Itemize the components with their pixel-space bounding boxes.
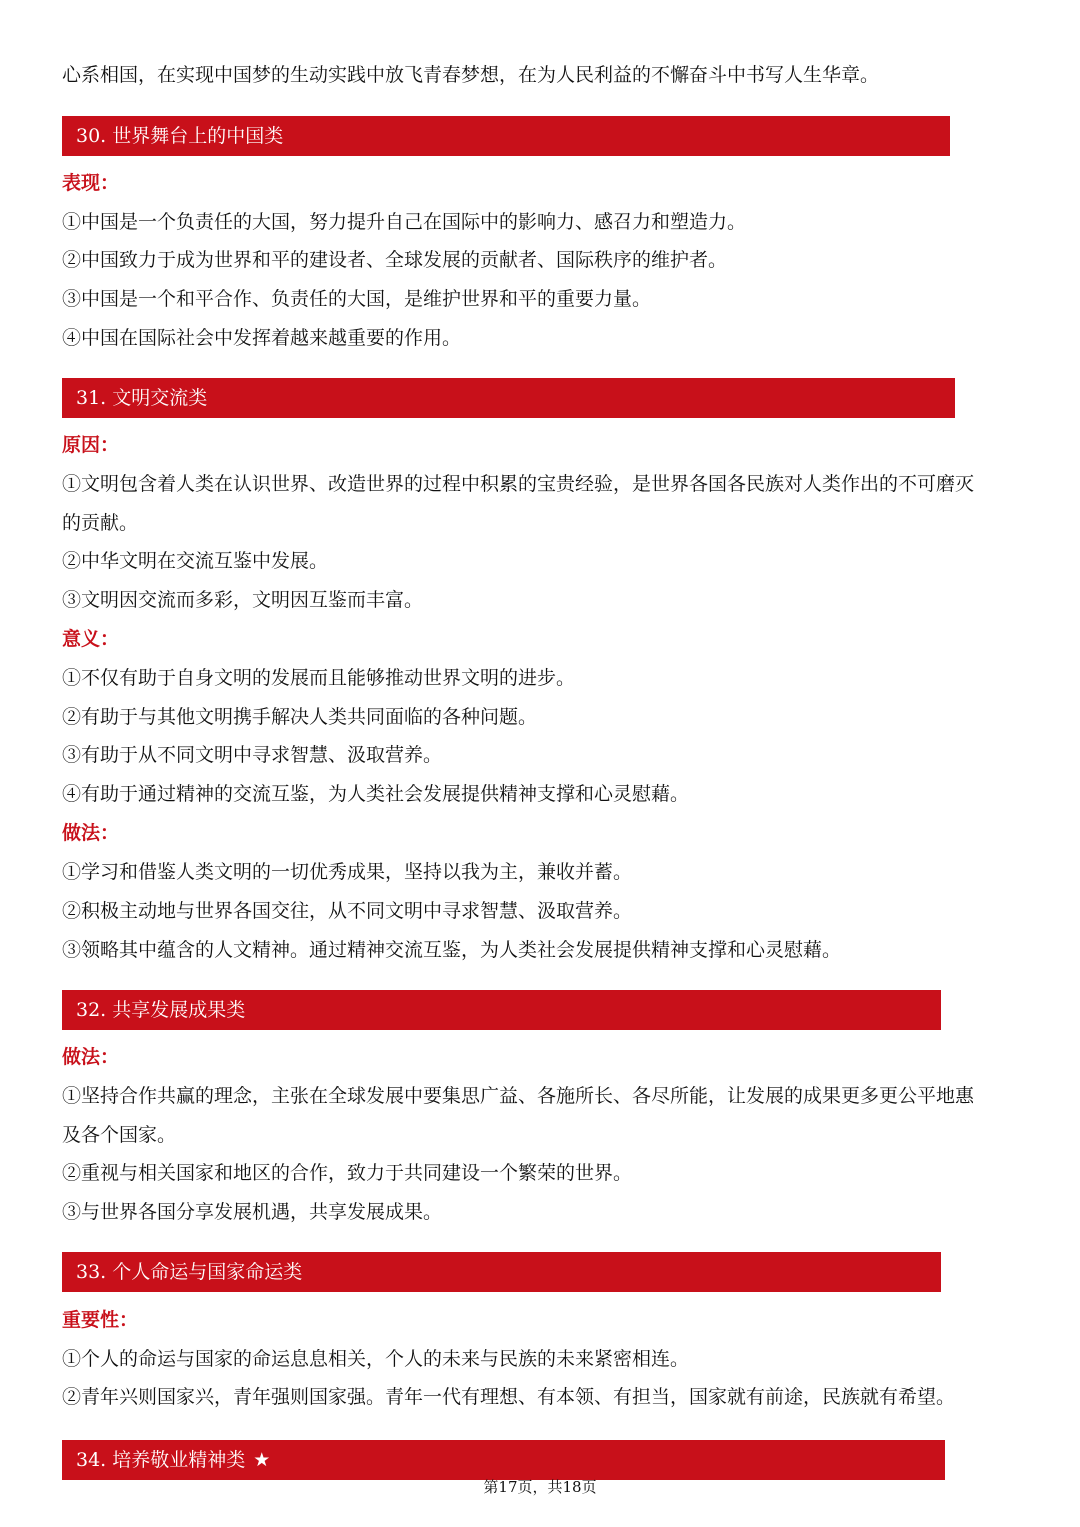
list-item: ③领略其中蕴含的人文精神。通过精神交流互鉴，为人类社会发展提供精神支撑和心灵慰藉。: [62, 939, 842, 961]
intro-text: 心系相国，在实现中国梦的生动实践中放飞青春梦想，在为人民利益的不懈奋斗中书写人生华章。: [62, 64, 880, 86]
list-item: ①不仅有助于自身文明的发展而且能够推动世界文明的进步。: [62, 667, 576, 689]
list-item: 及各个国家。: [62, 1124, 177, 1146]
section-banner-30: [62, 116, 950, 156]
list-item: ②重视与相关国家和地区的合作，致力于共同建设一个繁荣的世界。: [62, 1162, 633, 1184]
block-label: 重要性：: [62, 1309, 139, 1331]
section-banner-31: [62, 378, 955, 418]
section-banner-33: [62, 1252, 941, 1292]
block-label: 做法：: [62, 1046, 120, 1068]
list-item: ②中华文明在交流互鉴中发展。: [62, 550, 329, 572]
list-item: ②有助于与其他文明携手解决人类共同面临的各种问题。: [62, 706, 538, 728]
section-title: 34. 培养敬业精神类: [76, 1449, 246, 1471]
page-footer: 第17页，共18页: [483, 1478, 597, 1496]
section-title: 33. 个人命运与国家命运类: [76, 1261, 303, 1283]
section-banner-34: [62, 1440, 945, 1480]
section-banner-32: [62, 990, 941, 1030]
list-item: ①学习和借鉴人类文明的一切优秀成果，坚持以我为主，兼收并蓄。: [62, 861, 633, 883]
list-item: ④中国在国际社会中发挥着越来越重要的作用。: [62, 327, 462, 349]
star-icon: ★: [253, 1449, 271, 1471]
list-item: ④有助于通过精神的交流互鉴，为人类社会发展提供精神支撑和心灵慰藉。: [62, 783, 690, 805]
list-item: 的贡献。: [62, 512, 139, 534]
block-label: 意义：: [62, 628, 120, 650]
list-item: ①个人的命运与国家的命运息息相关，个人的未来与民族的未来紧密相连。: [62, 1348, 690, 1370]
list-item: ②中国致力于成为世界和平的建设者、全球发展的贡献者、国际秩序的维护者。: [62, 249, 728, 271]
block-label: 做法：: [62, 822, 120, 844]
list-item: ①文明包含着人类在认识世界、改造世界的过程中积累的宝贵经验，是世界各国各民族对人类作出的不可磨灭: [62, 473, 975, 495]
block-label: 原因：: [62, 434, 120, 456]
list-item: ③文明因交流而多彩，文明因互鉴而丰富。: [62, 589, 424, 611]
section-title: 32. 共享发展成果类: [76, 999, 246, 1021]
list-item: ③中国是一个和平合作、负责任的大国，是维护世界和平的重要力量。: [62, 288, 652, 310]
list-item: ②积极主动地与世界各国交往，从不同文明中寻求智慧、汲取营养。: [62, 900, 633, 922]
list-item: ③有助于从不同文明中寻求智慧、汲取营养。: [62, 744, 443, 766]
list-item: ③与世界各国分享发展机遇，共享发展成果。: [62, 1201, 443, 1223]
list-item: ①中国是一个负责任的大国，努力提升自己在国际中的影响力、感召力和塑造力。: [62, 211, 747, 233]
block-label: 表现：: [62, 172, 120, 194]
list-item: ②青年兴则国家兴，青年强则国家强。青年一代有理想、有本领、有担当，国家就有前途，民族就有希望。: [62, 1386, 956, 1408]
section-title: 30. 世界舞台上的中国类: [76, 125, 284, 147]
section-title: 31. 文明交流类: [76, 387, 208, 409]
list-item: ①坚持合作共赢的理念，主张在全球发展中要集思广益、各施所长、各尽所能，让发展的成果更多更公平地惠: [62, 1085, 975, 1107]
